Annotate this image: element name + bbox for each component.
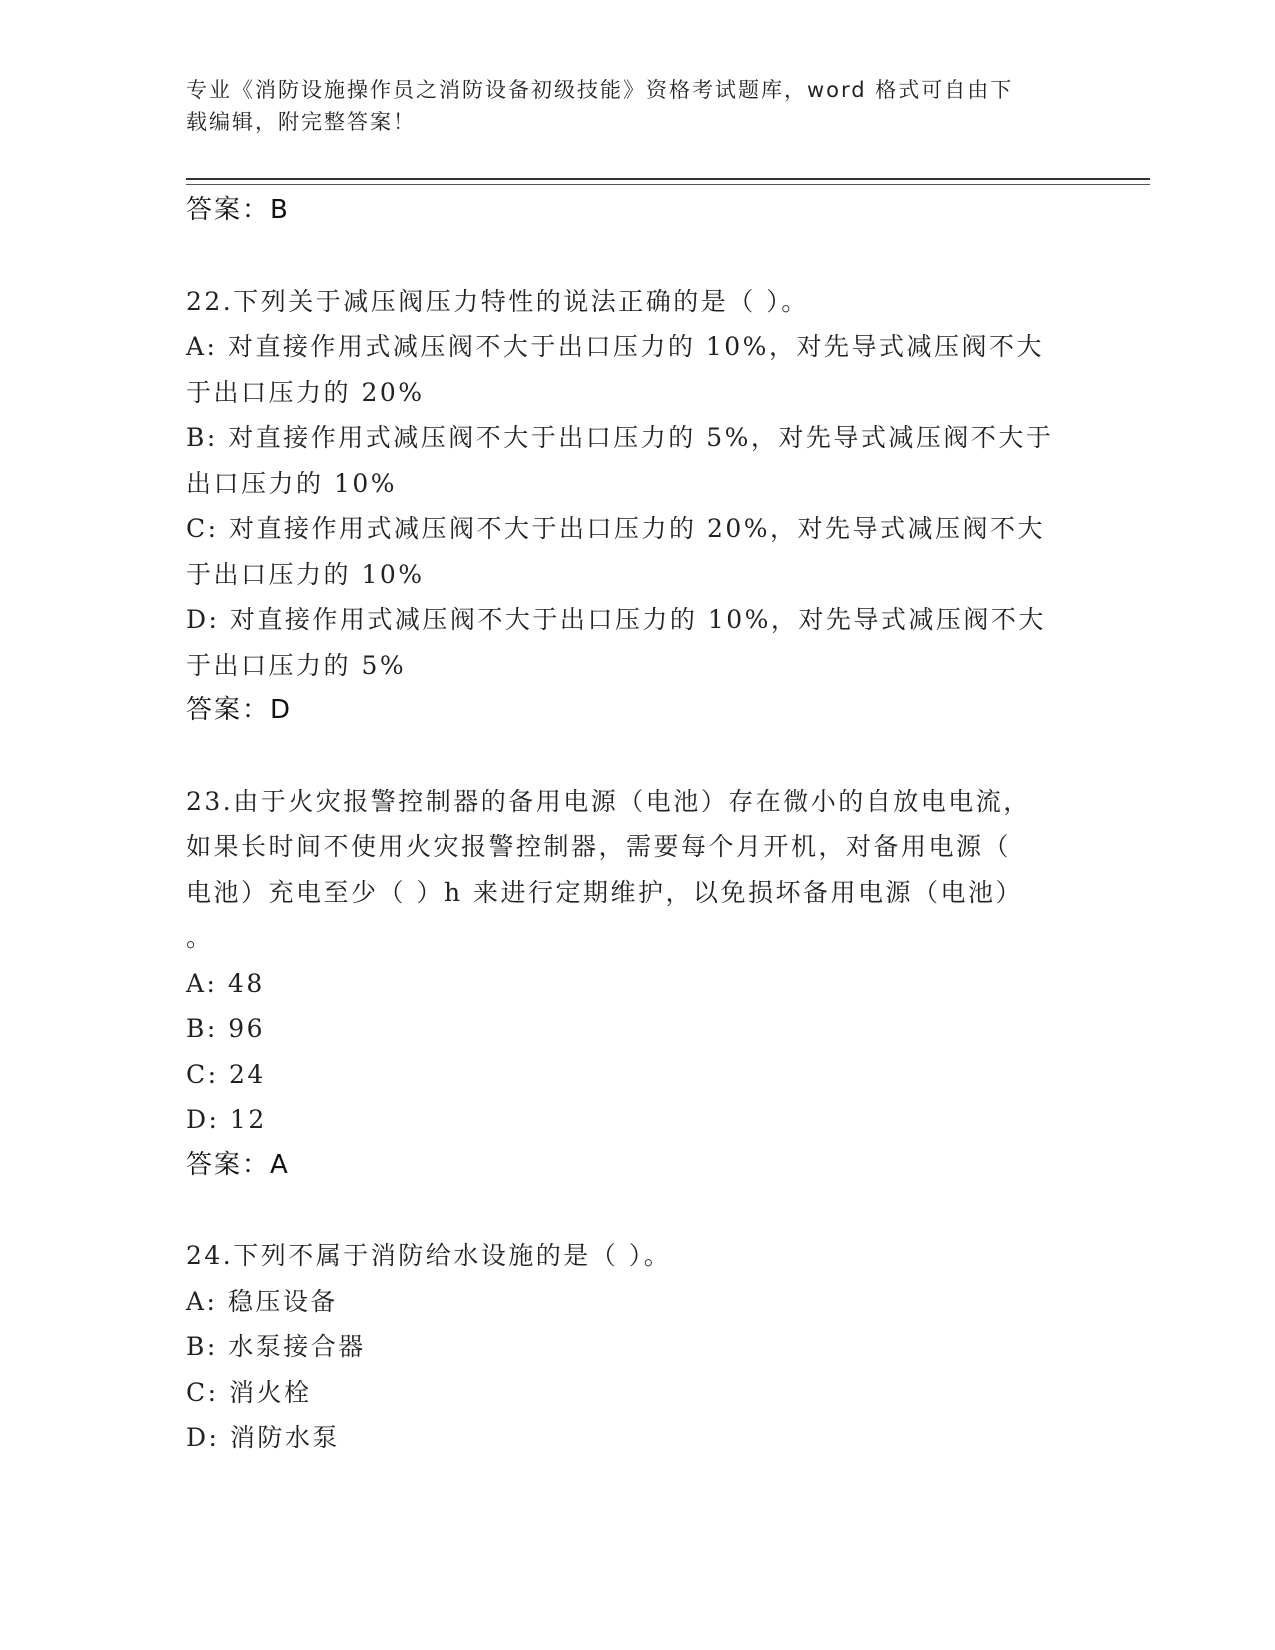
header-rule-thin [186,184,1150,185]
spacer [186,1188,1086,1233]
option-b: B: 水泵接合器 [186,1332,366,1361]
header-line-1: 专业《消防设施操作员之消防设备初级技能》资格考试题库，word 格式可自由下 [186,78,1014,102]
option-c: C: 24 [186,1059,266,1089]
answer-22: 答案：D [186,695,293,725]
option-c: C: 对直接作用式减压阀不大于出口压力的 20%，对先导式减压阀不大 于出口压力的 10% [186,514,1046,589]
answer-21: 答案：B [186,195,290,225]
question-24 [186,1233,1086,1461]
question-text: 22.下列关于减压阀压力特性的说法正确的是（ ）。 [186,286,809,316]
question-text: 。 [186,923,214,952]
option-a: A: 对直接作用式减压阀不大于出口压力的 10%，对先导式减压阀不大 于出口压力的 20% [186,332,1044,407]
option-d: D: 12 [186,1105,267,1134]
answer-23: 答案：A [186,1149,290,1180]
option-d: D: 消防水泵 [186,1423,340,1452]
header-rule-thick [186,178,1150,180]
option-a: A: 稳压设备 [186,1286,338,1316]
question-22 [186,279,1086,734]
option-d: D: 对直接作用式减压阀不大于出口压力的 10%，对先导式减压阀不大 于出口压力的 5% [186,605,1046,680]
spacer [186,234,1086,279]
option-a: A: 48 [186,968,265,998]
question-23 [186,779,1086,1189]
spacer [186,734,1086,779]
option-b: B: 对直接作用式减压阀不大于出口压力的 5%，对先导式减压阀不大于 出口压力的 10% [186,423,1054,498]
option-b: B: 96 [186,1014,266,1043]
question-text: 电池）充电至少（ ）h 来进行定期维护，以免损坏备用电源（电池） [186,877,1023,907]
question-text: 24.下列不属于消防给水设施的是（ ）。 [186,1241,672,1270]
question-text: 23.由于火灾报警控制器的备用电源（电池）存在微小的自放电电流， [186,786,1031,816]
question-text: 如果长时间不使用火灾报警控制器，需要每个月开机，对备用电源（ [186,832,1012,861]
document-header [186,74,1066,138]
document-body [186,188,1086,1461]
header-line-2: 载编辑，附完整答案！ [186,110,416,134]
option-c: C: 消火栓 [186,1377,312,1407]
